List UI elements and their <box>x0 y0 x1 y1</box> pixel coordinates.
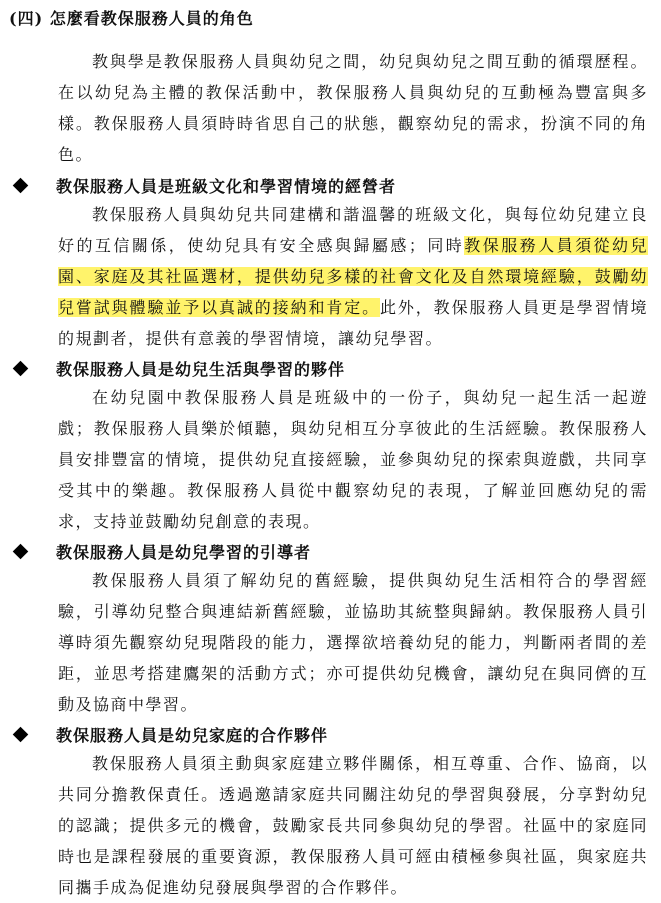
role-2-title: 教保服務人員是幼兒生活與學習的夥伴 <box>56 360 346 379</box>
role-1-title: 教保服務人員是班級文化和學習情境的經營者 <box>56 177 397 196</box>
role-3-paragraph: 教保服務人員須了解幼兒的舊經驗，提供與幼兒生活相符合的學習經驗，引導幼兒整合與連結新舊經驗，並協助其統整與歸納。教保服務人員引導時須先觀察幼兒現階段的能力，選擇欲培養幼兒的能力，判斷兩者間的差距，並思考搭建鷹架的活動方式；亦可提供幼兒機會，讓幼兒在與同儕的互動及協商中學習。 <box>58 571 648 714</box>
section-heading: (四) 怎麼看教保服務人員的角色 <box>9 9 254 28</box>
diamond-bullet-icon <box>13 727 29 743</box>
role-3-title: 教保服務人員是幼兒學習的引導者 <box>56 543 312 562</box>
role-1-highlighted-text: 教保服務人員須從幼兒園、家庭及其社區選材，提供幼兒多樣的社會文化及自然環境經驗，鼓勵幼兒嘗試與體驗並予以真誠的接納和肯定。 <box>58 236 648 317</box>
role-4-title: 教保服務人員是幼兒家庭的合作夥伴 <box>56 726 329 745</box>
role-1-text-after: 此外，教保服務人員更是學習情境的規劃者，提供有意義的學習情境，讓幼兒學習。 <box>58 298 648 348</box>
role-1-heading <box>12 174 396 197</box>
diamond-bullet-icon <box>13 544 29 560</box>
role-2-paragraph: 在幼兒園中教保服務人員是班級中的一份子，與幼兒一起生活一起遊戲；教保服務人員樂於傾聽，與幼兒相互分享彼此的生活經驗。教保服務人員安排豐富的情境，提供幼兒直接經驗，並參與幼兒的探索與遊戲，共同享受其中的樂趣。教保服務人員從中觀察幼兒的表現，了解並回應幼兒的需求，支持並鼓勵幼兒創意的表現。 <box>58 388 648 531</box>
diamond-bullet-icon <box>13 178 29 194</box>
role-4-heading <box>12 723 328 746</box>
role-3-heading <box>12 540 311 563</box>
diamond-bullet-icon <box>13 361 29 377</box>
role-1-paragraph <box>58 199 648 354</box>
role-1-text-before: 教保服務人員與幼兒共同建構和諧溫馨的班級文化，與每位幼兒建立良好的互信關係，使幼兒具有安全感與歸屬感；同時 <box>58 205 648 255</box>
role-4-paragraph: 教保服務人員須主動與家庭建立夥伴關係，相互尊重、合作、協商，以共同分擔教保責任。透過邀請家庭共同關注幼兒的學習與發展，分享對幼兒的認識；提供多元的機會，鼓勵家長共同參與幼兒的學習。社區中的家庭同時也是課程發展的重要資源，教保服務人員可經由積極參與社區，與家庭共同攜手成為促進幼兒發展與學習的合作夥伴。 <box>58 754 648 897</box>
role-2-heading <box>12 357 345 380</box>
intro-paragraph: 教與學是教保服務人員與幼兒之間，幼兒與幼兒之間互動的循環歷程。在以幼兒為主體的教保活動中，教保服務人員與幼兒的互動極為豐富與多樣。教保服務人員須時時省思自己的狀態，觀察幼兒的需求，扮演不同的角色。 <box>58 52 648 164</box>
